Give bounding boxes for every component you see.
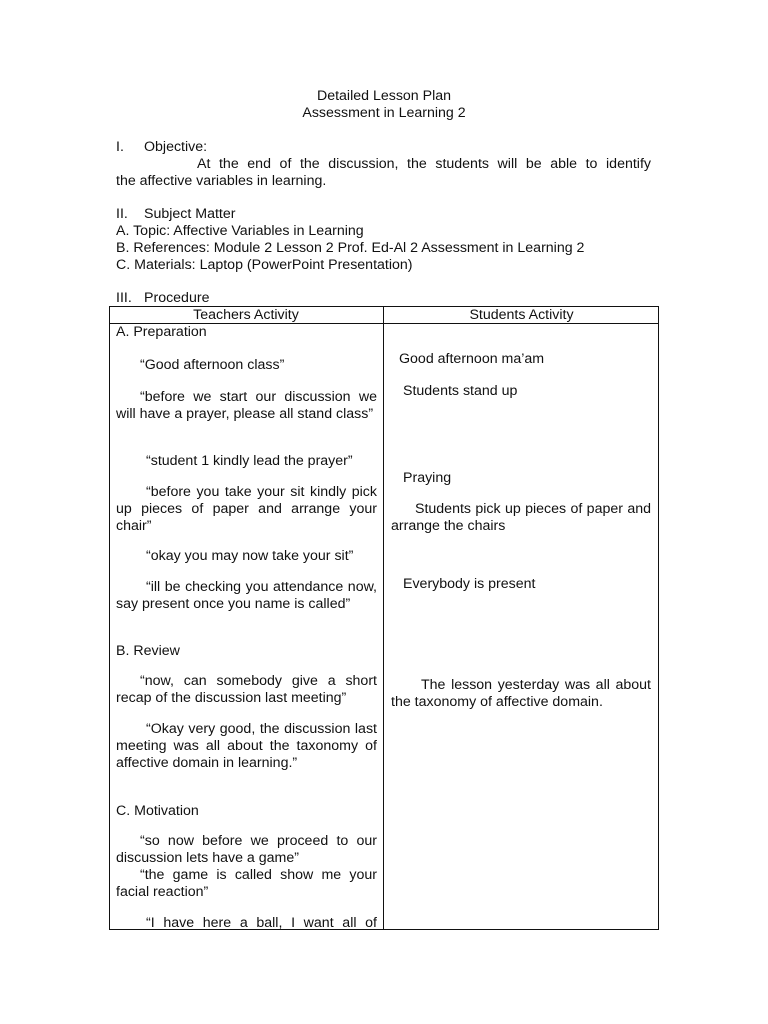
objective-text-line2: the affective variables in learning.: [116, 173, 327, 189]
students-activity-header: Students Activity: [469, 307, 574, 323]
preparation-heading: A. Preparation: [116, 324, 207, 340]
procedure-heading: [116, 290, 209, 307]
document-subtitle: Assessment in Learning 2: [302, 105, 466, 121]
teacher-game-name: “the game is called show me your facial reaction”: [116, 867, 377, 900]
teacher-ball-instruction: “I have here a ball, I want all of: [146, 915, 377, 931]
teacher-recap-request: “now, can somebody give a short recap of the discussion last meeting”: [116, 673, 377, 706]
student-recap-answer: The lesson yesterday was all about the taxonomy of affective domain.: [391, 677, 651, 710]
objective-text-line1: At the end of the discussion, the students will be able to identify: [197, 156, 651, 172]
materials-line: C. Materials: Laptop (PowerPoint Presentation): [116, 257, 413, 273]
teacher-attendance: “ill be checking you attendance now, say present once you name is called”: [116, 579, 377, 612]
references-line: B. References: Module 2 Lesson 2 Prof. Ed-Al 2 Assessment in Learning 2: [116, 240, 585, 256]
teacher-lead-prayer: “student 1 kindly lead the prayer”: [146, 453, 353, 469]
objective-heading: [116, 139, 207, 156]
student-attendance: Everybody is present: [403, 576, 536, 592]
student-greeting: Good afternoon ma’am: [399, 351, 545, 367]
motivation-heading: C. Motivation: [116, 803, 199, 819]
teacher-game-intro: “so now before we proceed to our discussion lets have a game”: [116, 833, 377, 866]
objective-label: Objective:: [144, 139, 208, 155]
teacher-greeting: “Good afternoon class”: [140, 357, 285, 373]
student-praying: Praying: [403, 470, 452, 486]
topic-line: A. Topic: Affective Variables in Learning: [116, 223, 364, 239]
student-stand-up: Students stand up: [403, 383, 518, 399]
subject-matter-number: II.: [116, 206, 128, 222]
teacher-review-summary: “Okay very good, the discussion last meeting was all about the taxonomy of affective domain in learning.”: [116, 721, 377, 771]
teachers-activity-header: Teachers Activity: [193, 307, 299, 323]
procedure-label: Procedure: [144, 290, 210, 306]
objective-number: I.: [116, 139, 124, 155]
teacher-prayer-request: “before we start our discussion we will have a prayer, please all stand class”: [116, 389, 377, 422]
subject-matter-heading: [116, 206, 235, 223]
table-column-divider: [383, 306, 384, 930]
review-heading: B. Review: [116, 643, 180, 659]
teacher-take-sit: “okay you may now take your sit”: [146, 548, 354, 564]
procedure-number: III.: [116, 290, 132, 306]
subject-matter-label: Subject Matter: [144, 206, 236, 222]
document-title: Detailed Lesson Plan: [316, 88, 452, 104]
student-pick-up-paper: Students pick up pieces of paper and arrange the chairs: [391, 501, 651, 534]
teacher-pick-up-paper: “before you take your sit kindly pick up pieces of paper and arrange your chair”: [116, 484, 377, 534]
